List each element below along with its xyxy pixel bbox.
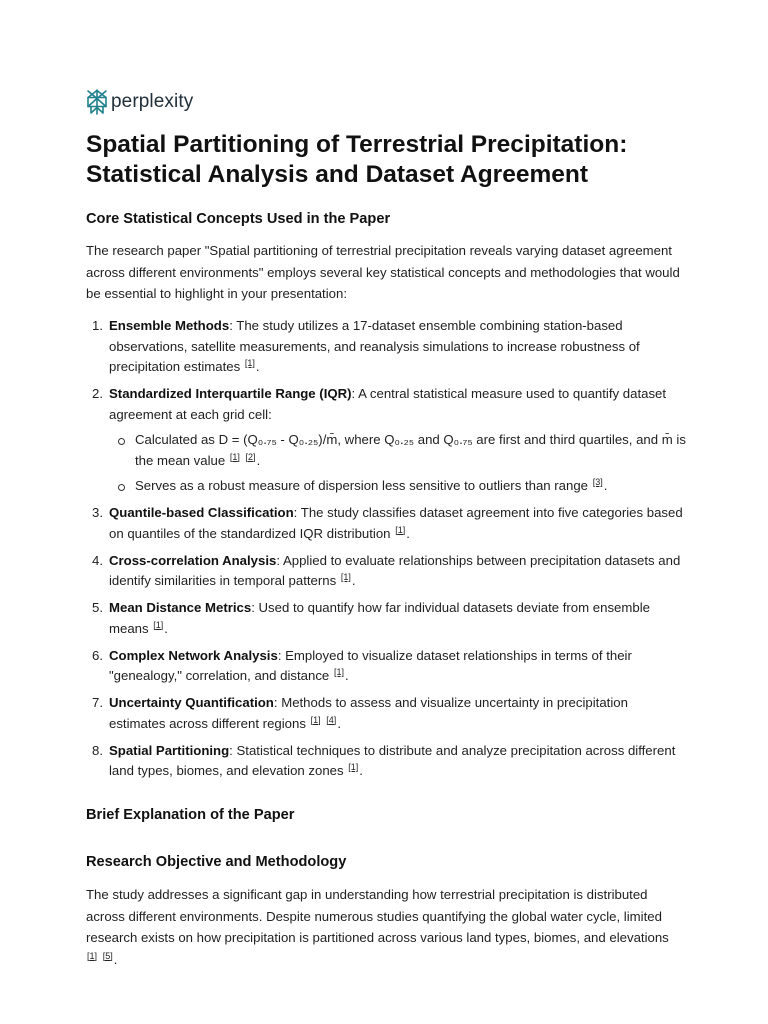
term-separator: :	[229, 318, 237, 333]
concept-description: Used to quantify how far individual datasets deviate from ensemble means	[109, 600, 650, 636]
sublist-item	[109, 430, 686, 471]
list-number: 5.	[92, 600, 103, 615]
concept-list-item	[86, 316, 686, 378]
list-number: 7.	[92, 695, 103, 710]
circle-bullet-icon	[118, 438, 125, 445]
concept-list-item	[86, 693, 686, 734]
section-heading-brief-explanation: Brief Explanation of the Paper	[86, 807, 295, 823]
concept-description: Applied to evaluate relationships between precipitation datasets and identify similarities in temporal patterns	[109, 552, 681, 588]
citation-link[interactable]: [1]	[333, 667, 344, 677]
sentence-end: .	[351, 573, 356, 588]
citation-link[interactable]: [1]	[229, 451, 240, 462]
sentence-end: .	[337, 715, 341, 731]
sentence-end: .	[256, 452, 261, 468]
brand-name: perplexity	[111, 91, 194, 112]
citation-link[interactable]: [1]	[340, 572, 351, 582]
list-number: 4.	[92, 552, 103, 568]
citation-link[interactable]: [1]	[153, 619, 164, 630]
sublist-text: Serves as a robust measure of dispersion less sensitive to outliers than range	[135, 478, 589, 493]
concept-list-item	[86, 741, 686, 782]
concept-term: Mean Distance Metrics	[109, 600, 252, 615]
concept-description: A central statistical measure used to quantify dataset agreement at each grid cell:	[109, 386, 667, 422]
concept-term: Quantile-based Classification	[109, 505, 294, 520]
term-separator: :	[229, 742, 237, 758]
sentence-end: .	[164, 620, 168, 636]
concept-term: Spatial Partitioning	[109, 742, 230, 758]
intro-paragraph: The research paper "Spatial partitioning of terrestrial precipitation reveals varying dataset agreement across different environments" employs several key statistical concepts and methodologies that would be essential to highlight in your presentation:	[86, 243, 680, 301]
sentence-end: .	[603, 478, 608, 493]
concept-term: Cross-correlation Analysis	[109, 552, 277, 568]
citation-link[interactable]: [3]	[592, 477, 603, 487]
sentence-end: .	[255, 359, 260, 374]
concept-description: Employed to visualize dataset relationships in terms of their "genealogy," correlation, and distance	[109, 647, 632, 683]
list-number: 3.	[92, 505, 103, 520]
concept-description: Statistical techniques to distribute and analyze precipitation across different land types, biomes, and elevation zones	[109, 742, 676, 778]
perplexity-logo-icon	[86, 89, 108, 115]
term-separator: :	[277, 647, 286, 663]
citation-link[interactable]: [1]	[244, 358, 255, 368]
term-separator: :	[276, 552, 283, 568]
research-paragraph	[86, 884, 686, 970]
concept-list-item	[86, 598, 686, 639]
list-number: 6.	[92, 647, 103, 663]
concept-list	[86, 316, 686, 788]
citation-link[interactable]: [2]	[245, 451, 256, 462]
list-number: 2.	[92, 386, 103, 401]
sublist-item	[109, 476, 686, 497]
research-citations	[86, 952, 114, 967]
concept-sublist	[109, 430, 686, 497]
list-number: 1.	[92, 318, 103, 333]
brand-logo[interactable]	[86, 88, 193, 116]
sentence-end: .	[359, 763, 363, 778]
concept-list-item	[86, 551, 686, 592]
citation-link[interactable]: [4]	[326, 714, 337, 725]
research-end: .	[113, 951, 118, 967]
circle-bullet-icon	[118, 484, 125, 491]
citation-link[interactable]: [1]	[348, 762, 359, 772]
citation-link[interactable]: [1]	[87, 950, 98, 961]
concept-term: Uncertainty Quantification	[109, 695, 274, 710]
page-title: Spatial Partitioning of Terrestrial Precipitation: Statistical Analysis and Dataset Agreement	[86, 131, 628, 188]
concept-list-item	[86, 503, 686, 544]
section-heading-core-concepts: Core Statistical Concepts Used in the Paper	[86, 211, 391, 227]
sublist-text: Calculated as D = (Q₀.₇₅ - Q₀.₂₅)/m̄, where Q₀.₂₅ and Q₀.₇₅ are first and third quartiles, and m̄ is the mean value	[135, 432, 686, 468]
concept-description: The study utilizes a 17-dataset ensemble combining station-based observations, satellite measurements, and reanalysis simulations to increase robustness of precipitation estimates	[109, 318, 640, 374]
concept-term: Complex Network Analysis	[109, 647, 278, 663]
concept-description: The study classifies dataset agreement into five categories based on quantiles of the standardized IQR distribution	[109, 505, 683, 541]
concept-description: Methods to assess and visualize uncertainty in precipitation estimates across different regions	[109, 695, 628, 731]
sentence-end: .	[406, 525, 410, 541]
concept-list-item	[86, 646, 686, 687]
sentence-end: .	[344, 668, 349, 683]
term-separator: :	[351, 386, 359, 401]
term-separator: :	[273, 695, 282, 710]
citation-link[interactable]: [5]	[102, 950, 113, 961]
concept-list-item	[86, 384, 686, 497]
list-number: 8.	[92, 742, 103, 758]
concept-term: Ensemble Methods	[109, 318, 230, 333]
citation-link[interactable]: [1]	[310, 714, 321, 725]
concept-term: Standardized Interquartile Range (IQR)	[109, 386, 352, 401]
citation-link[interactable]: [1]	[395, 524, 406, 535]
research-text: The study addresses a significant gap in understanding how terrestrial precipitation is distributed across different environments. Despite numerous studies quantifying the global water cycle, limited research exists on how precipitation is partitioned across various land types, biomes, and elevations	[86, 887, 669, 945]
term-separator: :	[251, 600, 259, 615]
section-heading-research-objective: Research Objective and Methodology	[86, 854, 347, 870]
term-separator: :	[293, 505, 301, 520]
